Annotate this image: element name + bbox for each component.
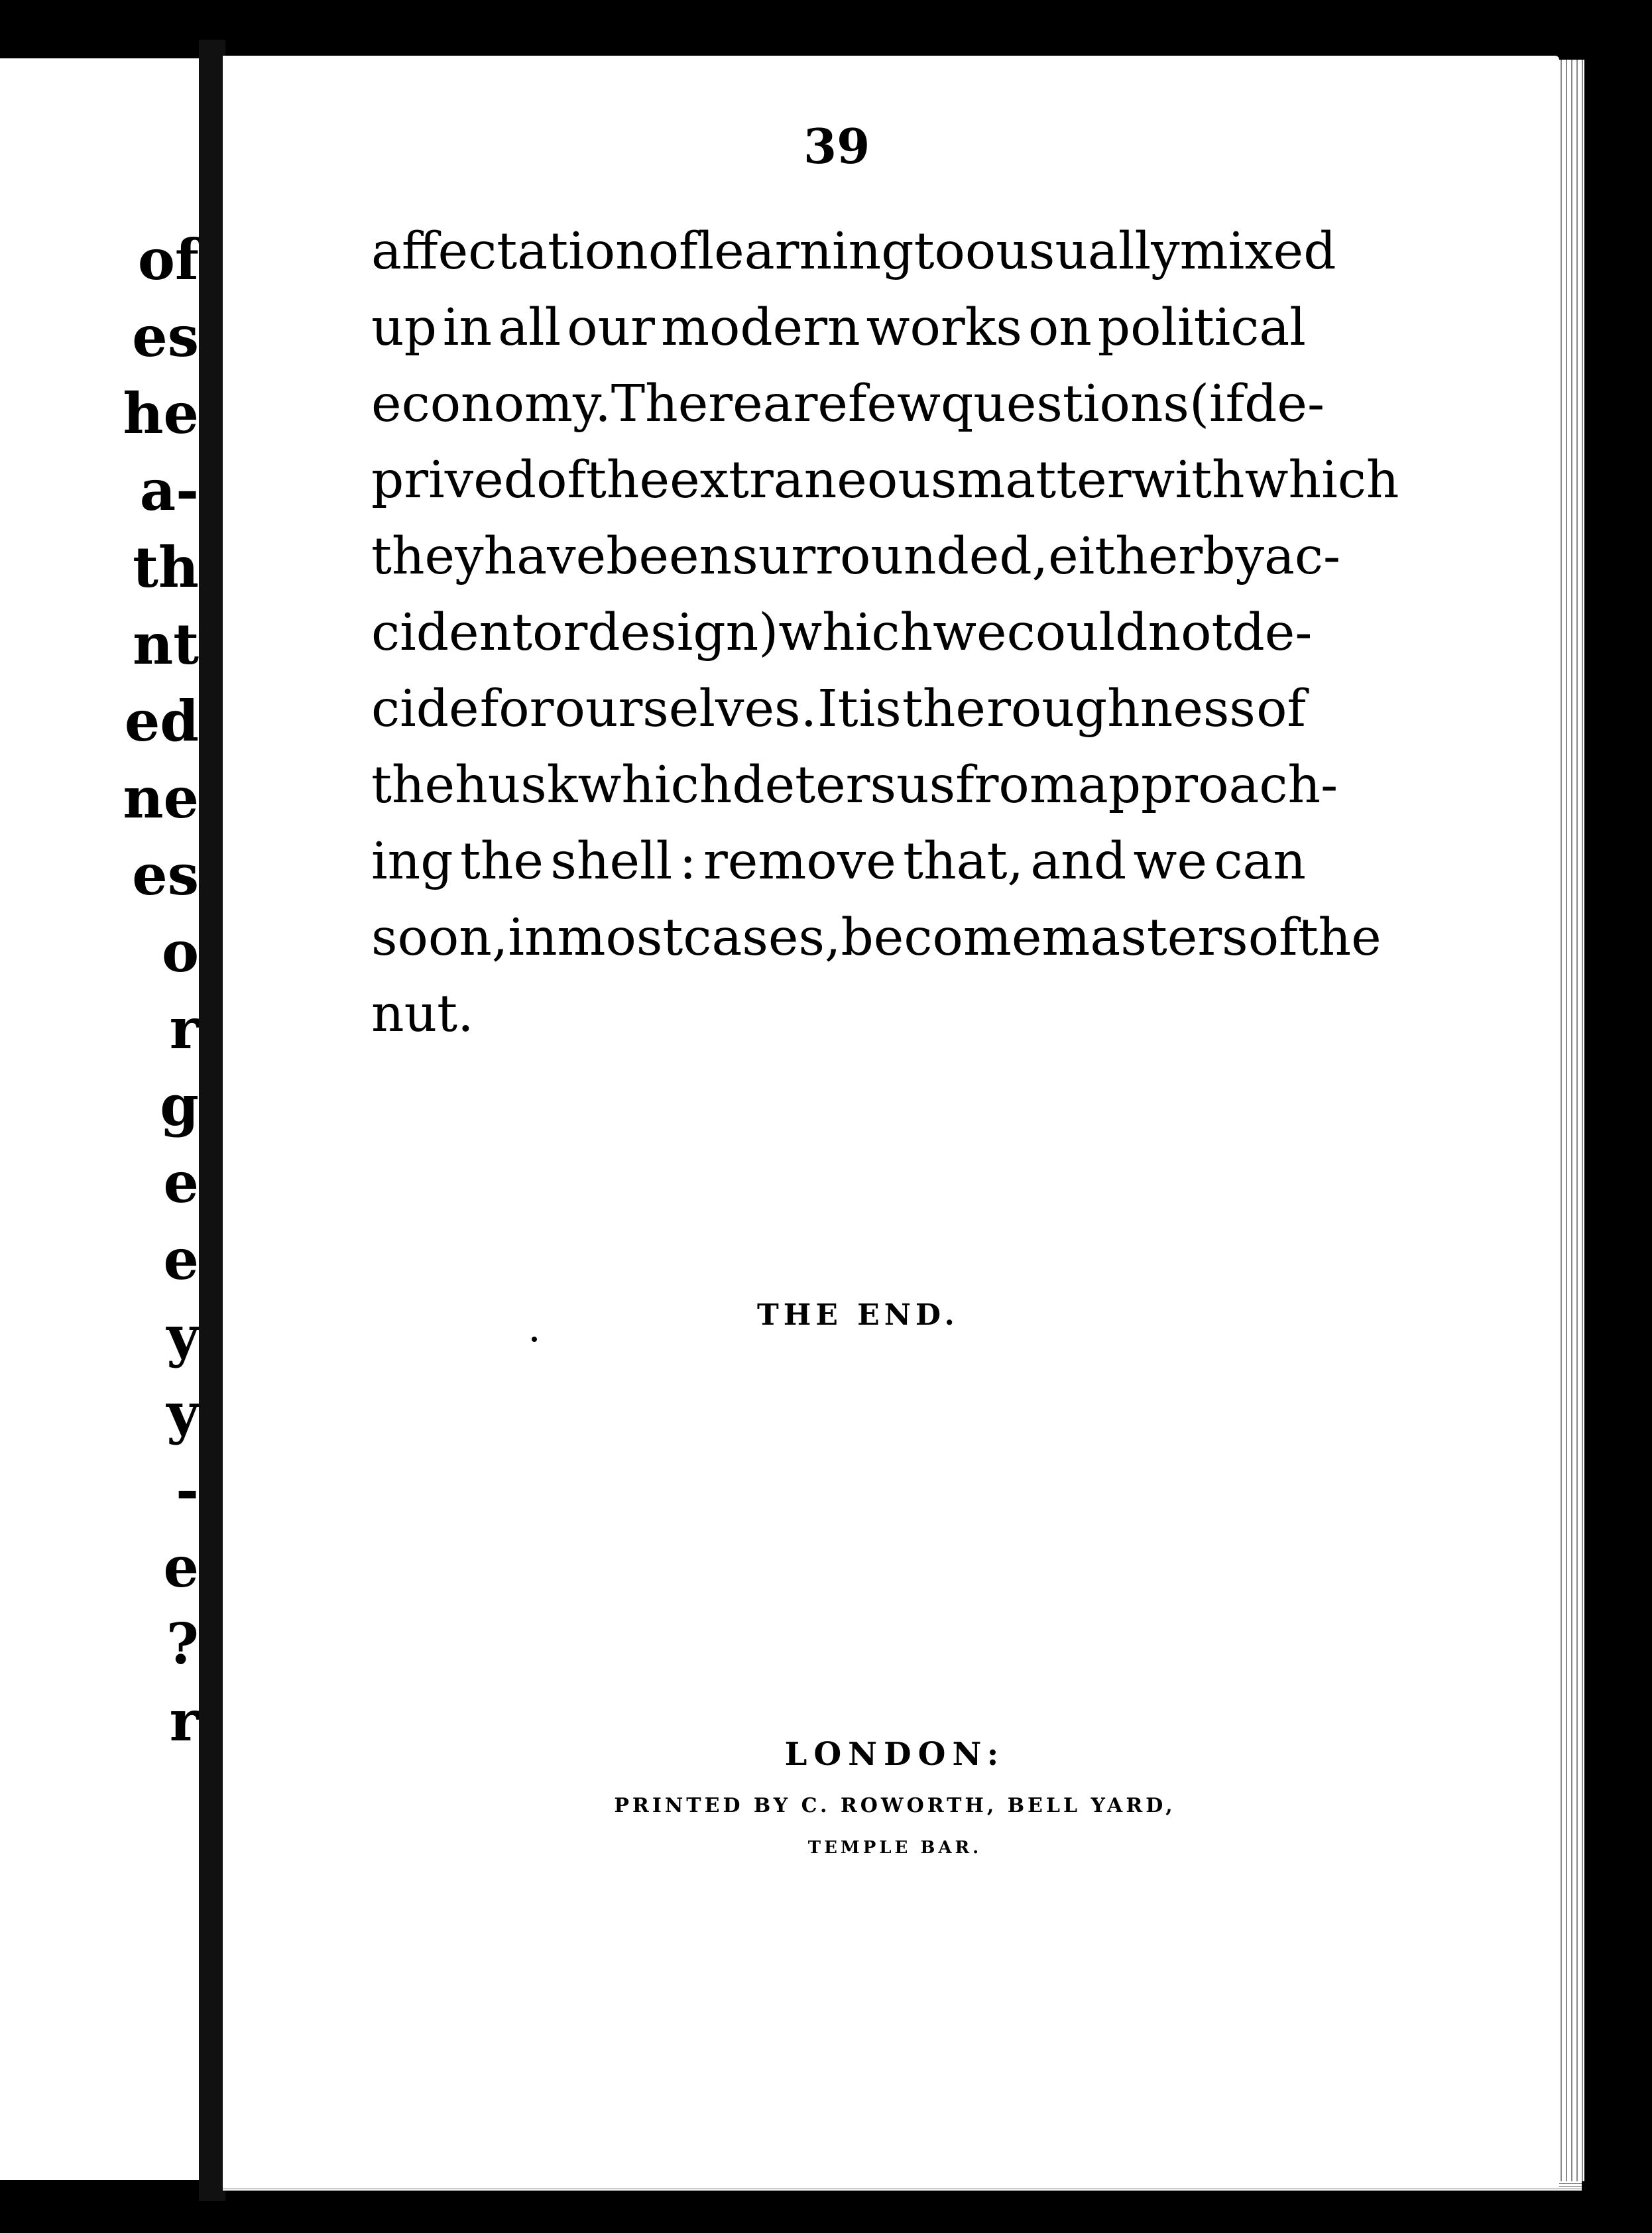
page-number: 39 — [803, 118, 870, 174]
word: or — [532, 603, 588, 662]
facing-page-line: e — [163, 1534, 199, 1600]
text-line — [371, 366, 1325, 442]
word: we — [1133, 832, 1208, 891]
word: works — [866, 298, 1022, 357]
the-end-heading: THE END. — [757, 1298, 959, 1332]
facing-page-line: he — [123, 381, 199, 446]
word: with — [1131, 451, 1245, 510]
facing-page-line: a- — [139, 457, 199, 523]
word: they — [371, 527, 484, 586]
word: the — [1297, 908, 1382, 967]
word: political — [1097, 298, 1306, 357]
word: most — [557, 908, 683, 967]
text-line — [371, 290, 1306, 366]
facing-page — [0, 58, 199, 2180]
word: is — [858, 680, 902, 739]
text-line — [371, 976, 1306, 1052]
word: cases, — [683, 908, 841, 967]
word: of — [1248, 908, 1298, 967]
imprint-address: TEMPLE BAR. — [807, 1838, 982, 1858]
word: are — [762, 375, 848, 434]
book-gutter — [199, 40, 225, 2201]
facing-page-line: y — [166, 1303, 199, 1369]
facing-page-line: y — [166, 1380, 199, 1446]
word: usually — [996, 222, 1180, 281]
word: we — [933, 603, 1007, 662]
facing-page-line: r — [169, 1688, 199, 1754]
word: could — [1006, 603, 1148, 662]
imprint-printer: PRINTED BY C. ROWORTH, BELL YARD, — [614, 1794, 1176, 1817]
word: by — [1203, 527, 1265, 586]
word: husk — [455, 756, 578, 815]
word: that, — [903, 832, 1024, 891]
word: surrounded, — [732, 527, 1049, 586]
word: either — [1048, 527, 1203, 586]
word: : — [679, 832, 697, 891]
text-line — [371, 900, 1382, 976]
word: from — [955, 756, 1078, 815]
text-line — [371, 823, 1306, 900]
facing-page-line: e — [163, 1150, 199, 1215]
word: have — [483, 527, 607, 586]
word: ourselves. — [554, 680, 817, 739]
text-line — [371, 595, 1313, 671]
facing-page-line: e — [163, 1227, 199, 1292]
word: de- — [1232, 603, 1313, 662]
word: de- — [1244, 375, 1325, 434]
word: masters — [1041, 908, 1248, 967]
word: cident — [371, 603, 533, 662]
word: economy. — [371, 375, 611, 434]
word: design) — [587, 603, 779, 662]
word: which — [1244, 451, 1399, 510]
word: prived — [371, 451, 537, 510]
word: It — [817, 680, 858, 739]
word: (if — [1189, 375, 1245, 434]
word: cide — [371, 680, 479, 739]
facing-page-line: es — [132, 304, 199, 369]
word: which — [778, 603, 933, 662]
facing-page-line: o — [161, 919, 199, 985]
body-paragraph — [371, 213, 1399, 1052]
word: of — [536, 451, 586, 510]
facing-page-line: th — [133, 534, 199, 600]
text-line — [371, 671, 1306, 747]
word: us — [896, 756, 956, 815]
word: few — [847, 375, 941, 434]
word: on — [1028, 298, 1092, 357]
word: ing — [371, 832, 453, 891]
word: for — [479, 680, 554, 739]
word: approach- — [1077, 756, 1338, 815]
word: roughness — [986, 680, 1256, 739]
word: our — [567, 298, 655, 357]
word: of — [1256, 680, 1306, 739]
word: been — [606, 527, 733, 586]
imprint-city: LONDON: — [784, 1736, 1006, 1773]
word: in — [442, 298, 493, 357]
word: become — [841, 908, 1042, 967]
word: the — [902, 680, 986, 739]
word: deters — [732, 756, 897, 815]
word: not — [1148, 603, 1232, 662]
word: There — [611, 375, 763, 434]
text-line — [371, 442, 1399, 518]
text-line — [371, 518, 1341, 595]
word: shell — [550, 832, 673, 891]
word: the — [459, 832, 544, 891]
word: of — [648, 222, 698, 281]
word: soon, — [371, 908, 508, 967]
facing-page-line: es — [132, 842, 199, 908]
facing-page-line: of — [137, 227, 199, 292]
text-line — [371, 747, 1338, 823]
word: matter — [957, 451, 1132, 510]
word: can — [1214, 832, 1306, 891]
facing-page-line: r — [169, 996, 199, 1061]
word: nut. — [371, 985, 474, 1044]
facing-page-line: ? — [166, 1611, 199, 1677]
paper-speck — [532, 1337, 537, 1342]
word: too — [914, 222, 996, 281]
text-line — [371, 213, 1336, 290]
word: which — [577, 756, 733, 815]
word: ac- — [1264, 527, 1341, 586]
facing-page-line: g — [160, 1073, 199, 1138]
facing-page-line: ed — [124, 688, 199, 754]
facing-page-line: nt — [133, 611, 199, 677]
paper-speck — [678, 2196, 681, 2200]
word: the — [585, 451, 670, 510]
word: and — [1030, 832, 1127, 891]
word: questions — [940, 375, 1189, 434]
word: in — [508, 908, 558, 967]
word: affectation — [371, 222, 648, 281]
word: modern — [660, 298, 860, 357]
word: extraneous — [670, 451, 957, 510]
word: remove — [703, 832, 896, 891]
word: up — [371, 298, 437, 357]
word: the — [371, 756, 455, 815]
facing-page-line: ne — [123, 765, 199, 831]
word: mixed — [1179, 222, 1336, 281]
facing-page-line: - — [176, 1457, 199, 1523]
word: all — [498, 298, 561, 357]
word: learning — [697, 222, 914, 281]
